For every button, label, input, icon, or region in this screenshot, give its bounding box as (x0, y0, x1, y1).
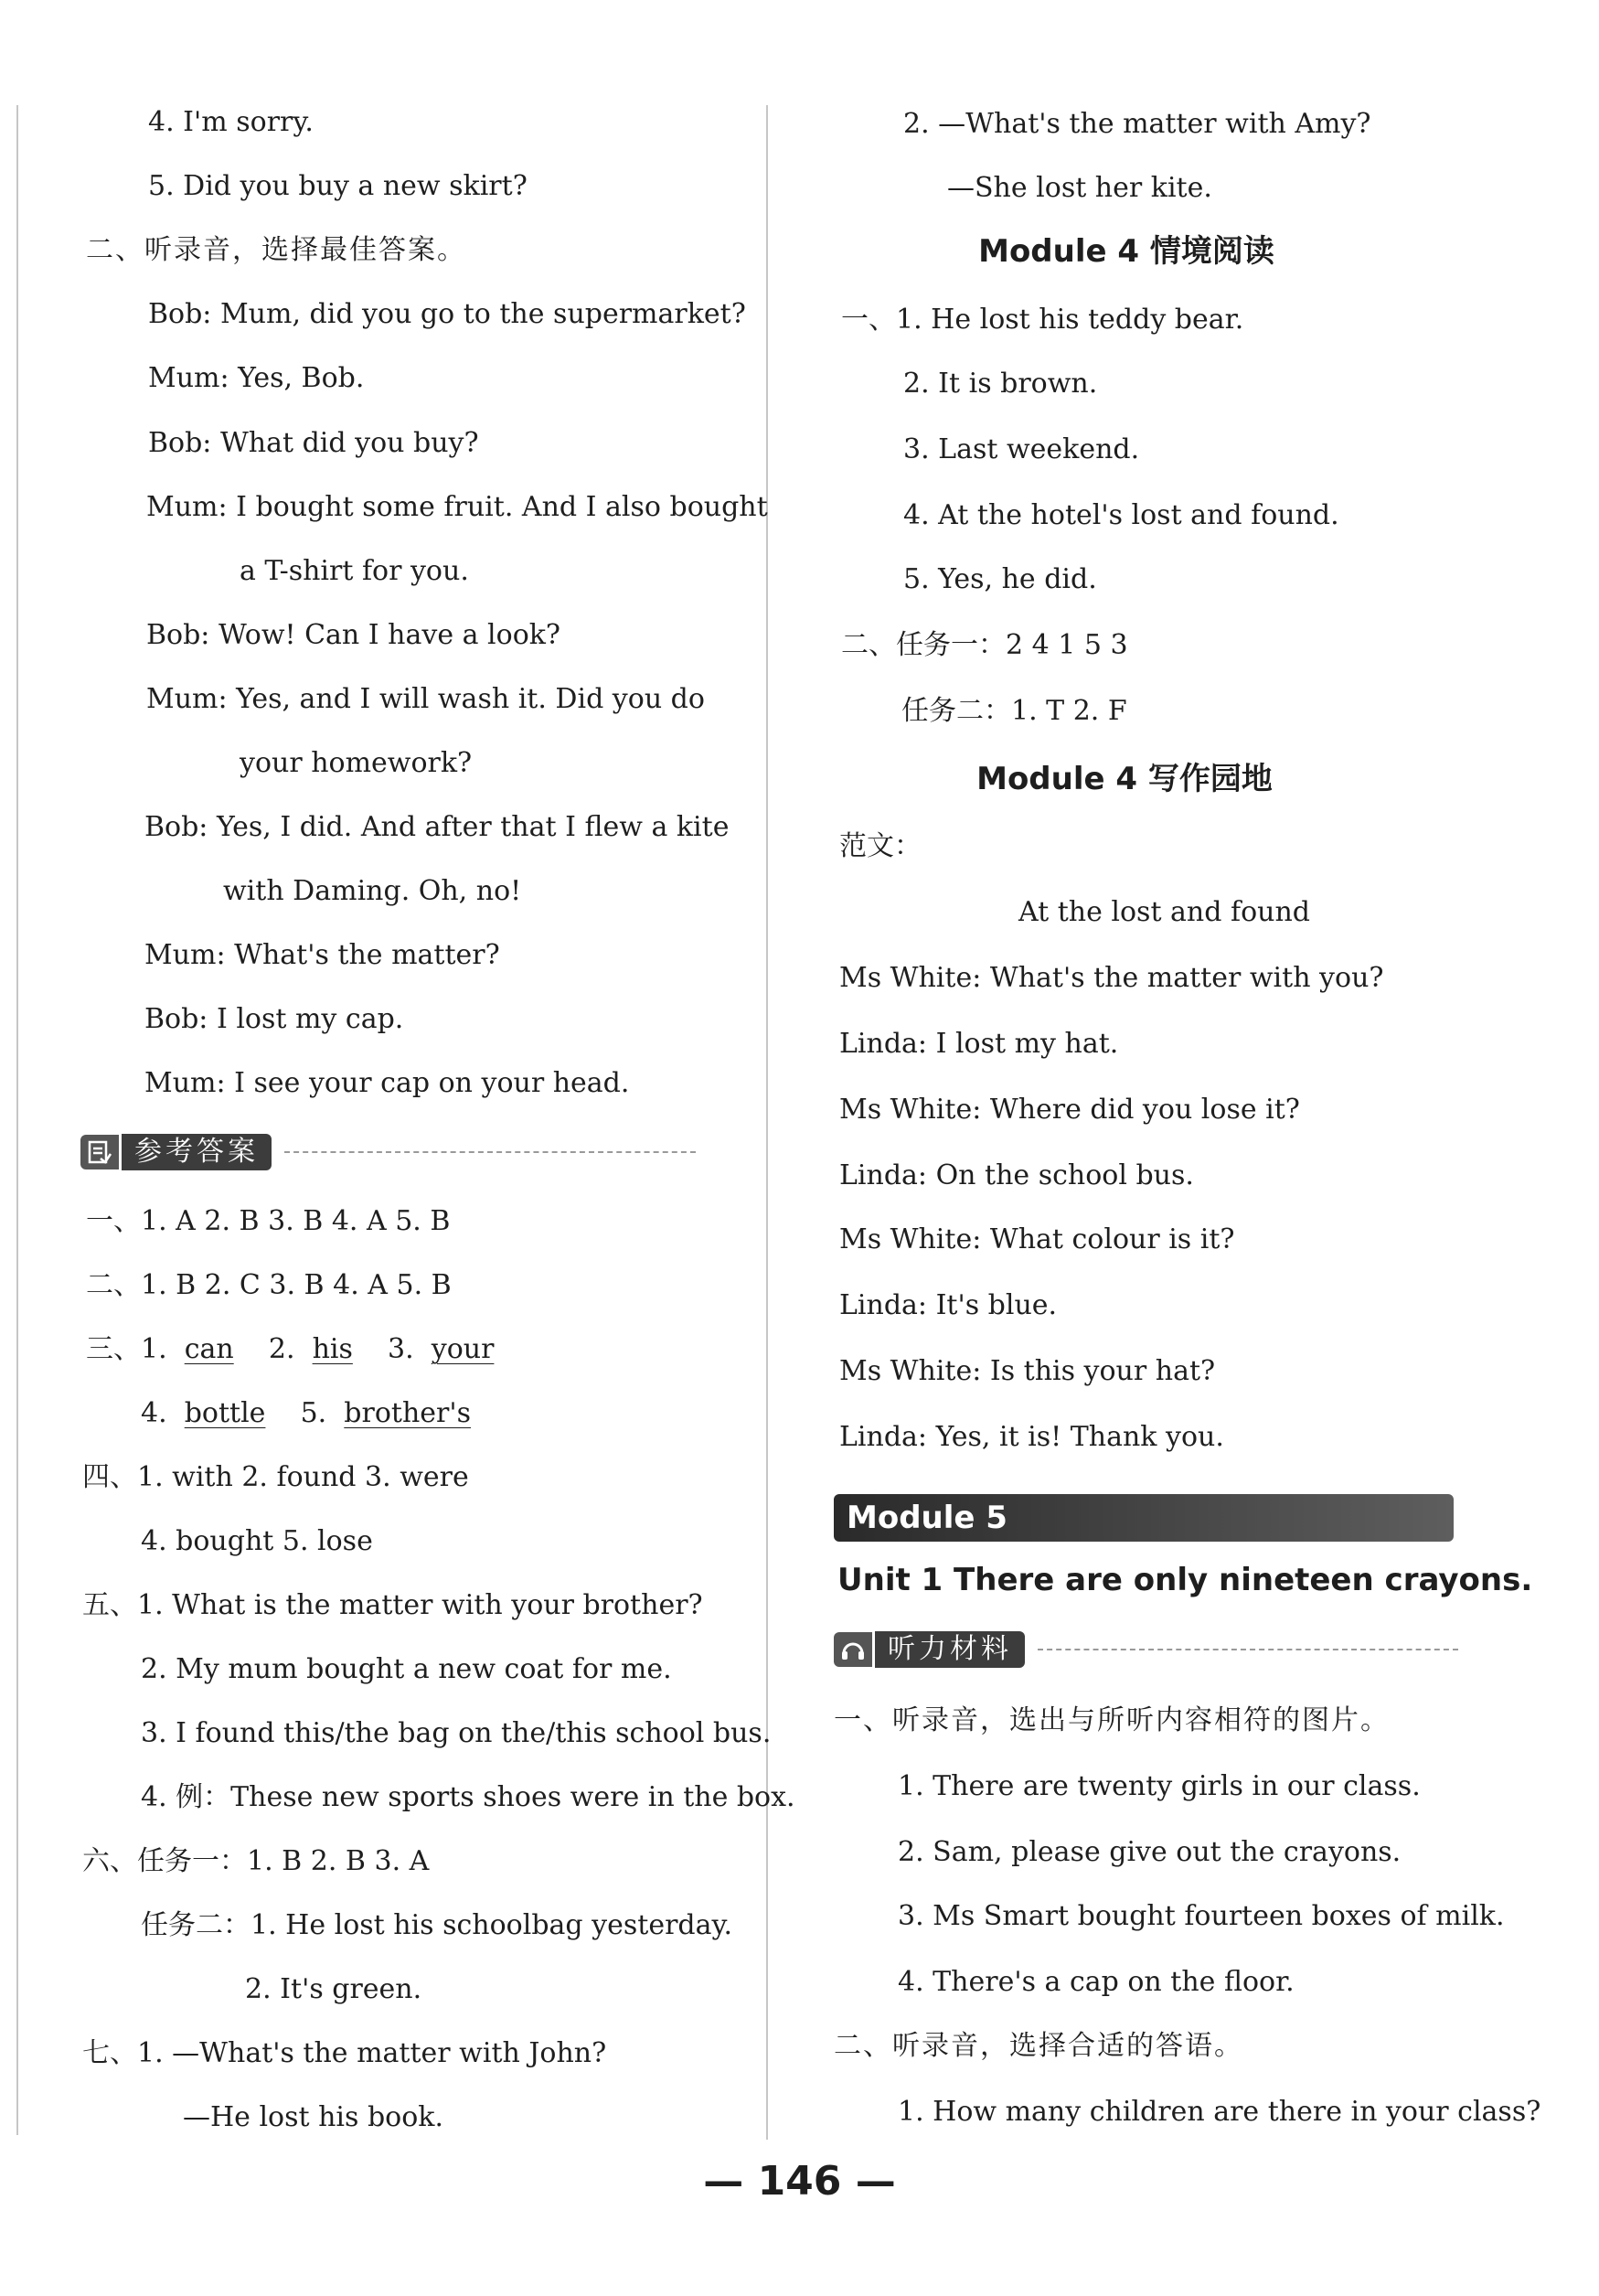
answer-line: 2. It is brown. (903, 368, 1098, 400)
answer-line: 二、1. B 2. C 3. B 4. A 5. B (86, 1269, 452, 1301)
dialogue-line: with Daming. Oh, no! (223, 875, 522, 907)
answer-number: 三、1. (86, 1333, 167, 1365)
dialogue-line: Linda: I lost my hat. (839, 1028, 1119, 1060)
listening-line: 2. Sam, please give out the crayons. (898, 1836, 1402, 1868)
answers-tag-label: 参考答案 (122, 1134, 272, 1170)
answer-line: 4. bought 5. lose (141, 1525, 373, 1557)
module-bar-label: Module 5 (847, 1500, 1007, 1536)
dialogue-line: Mum: I see your cap on your head. (144, 1067, 630, 1099)
answer-line (141, 1395, 471, 1432)
answer-number: 5. (300, 1397, 327, 1429)
dialogue-line: Linda: On the school bus. (839, 1159, 1194, 1191)
dialogue-line: a T-shirt for you. (240, 555, 469, 587)
answer-line: 3. Last weekend. (903, 433, 1140, 465)
headphones-icon (834, 1632, 872, 1667)
dialogue-line: Ms White: Where did you lose it? (839, 1094, 1300, 1126)
dialogue-line: Mum: I bought some fruit. And I also bought (146, 491, 768, 523)
dialogue-line: Bob: Wow! Can I have a look? (146, 619, 561, 651)
answer-line: 二、任务一：2 4 1 5 3 (841, 629, 1128, 661)
text-line: 5. Did you buy a new skirt? (148, 170, 528, 202)
dialogue-line: Linda: Yes, it is! Thank you. (839, 1421, 1224, 1453)
answer-line: 任务二：1. He lost his schoolbag yesterday. (141, 1909, 733, 1941)
answer-line: 4. 例：These new sports shoes were in the box. (141, 1781, 795, 1813)
listening-line: 4. There's a cap on the floor. (898, 1966, 1295, 1998)
text-line: —She lost her kite. (947, 172, 1212, 204)
answer-line (86, 1331, 494, 1368)
dialogue-line: Ms White: What colour is it? (839, 1223, 1235, 1255)
dialogue-line: Bob: Mum, did you go to the supermarket? (148, 298, 746, 330)
dialogue-line: Linda: It's blue. (839, 1289, 1058, 1321)
answer-word: bottle (184, 1397, 266, 1429)
answer-line: 2. My mum bought a new coat for me. (141, 1653, 672, 1685)
answer-line: 4. At the hotel's lost and found. (903, 499, 1339, 531)
tag-dash-line (284, 1151, 696, 1153)
answer-word: your (431, 1333, 495, 1365)
section-heading: 二、听录音，选择合适的答语。 (834, 2030, 1243, 2062)
dialogue-line: Mum: What's the matter? (144, 939, 500, 971)
unit-title: Unit 1 There are only nineteen crayons. (837, 1562, 1533, 1598)
text-line: 2. —What's the matter with Amy? (903, 108, 1371, 140)
answer-number: 4. (141, 1397, 167, 1429)
dialogue-line: Mum: Yes, and I will wash it. Did you do (146, 683, 705, 715)
section-title-reading: Module 4 情境阅读 (978, 233, 1274, 270)
answer-line: 2. It's green. (245, 1973, 422, 2005)
text-line: 范文： (839, 830, 922, 862)
dialogue-line: your homework? (240, 747, 473, 779)
left-margin-line (16, 105, 18, 2135)
dialogue-line: Ms White: Is this your hat? (839, 1355, 1216, 1387)
listening-tag (834, 1629, 1458, 1670)
dialogue-line: Mum: Yes, Bob. (148, 362, 365, 394)
dialogue-line: Bob: What did you buy? (148, 427, 479, 459)
dialogue-line: Bob: I lost my cap. (144, 1003, 404, 1035)
answer-sheet-icon (80, 1135, 119, 1169)
answer-word: can (184, 1333, 234, 1365)
essay-title: At the lost and found (1018, 896, 1310, 928)
dialogue-line: Bob: Yes, I did. And after that I flew a kite (144, 811, 730, 843)
module-bar (834, 1494, 1454, 1542)
answers-tag (80, 1132, 696, 1172)
answer-line: 五、1. What is the matter with your brother? (82, 1589, 703, 1621)
page-number: — 146 — (703, 2158, 896, 2205)
answer-line: 六、任务一：1. B 2. B 3. A (82, 1845, 430, 1877)
section-heading: 一、听录音，选出与所听内容相符的图片。 (834, 1704, 1390, 1736)
answer-word: brother's (344, 1397, 472, 1429)
answer-line: 3. I found this/the bag on the/this school bus. (141, 1717, 772, 1749)
answer-line: 七、1. —What's the matter with John? (82, 2037, 607, 2069)
answer-line: 5. Yes, he did. (903, 563, 1097, 595)
answer-line: 一、1. He lost his teddy bear. (841, 304, 1244, 336)
answer-line: 任务二：1. T 2. F (901, 695, 1127, 727)
answer-line: 四、1. with 2. found 3. were (82, 1461, 469, 1493)
tag-dash-line (1038, 1649, 1458, 1650)
listening-line: 1. There are twenty girls in our class. (898, 1770, 1421, 1802)
text-line: 4. I'm sorry. (148, 106, 314, 138)
listening-line: 1. How many children are there in your class? (898, 2096, 1541, 2128)
answer-word: his (312, 1333, 353, 1365)
answer-number: 3. (388, 1333, 414, 1365)
answer-line: 一、1. A 2. B 3. B 4. A 5. B (86, 1205, 451, 1237)
section-heading: 二、听录音，选择最佳答案。 (86, 234, 466, 266)
listening-line: 3. Ms Smart bought fourteen boxes of milk. (898, 1900, 1505, 1932)
answer-number: 2. (268, 1333, 295, 1365)
answer-line: —He lost his book. (183, 2101, 443, 2133)
section-title-writing: Module 4 写作园地 (976, 761, 1273, 797)
column-divider (766, 105, 768, 2140)
listening-tag-label: 听力材料 (875, 1631, 1025, 1668)
dialogue-line: Ms White: What's the matter with you? (839, 962, 1384, 994)
